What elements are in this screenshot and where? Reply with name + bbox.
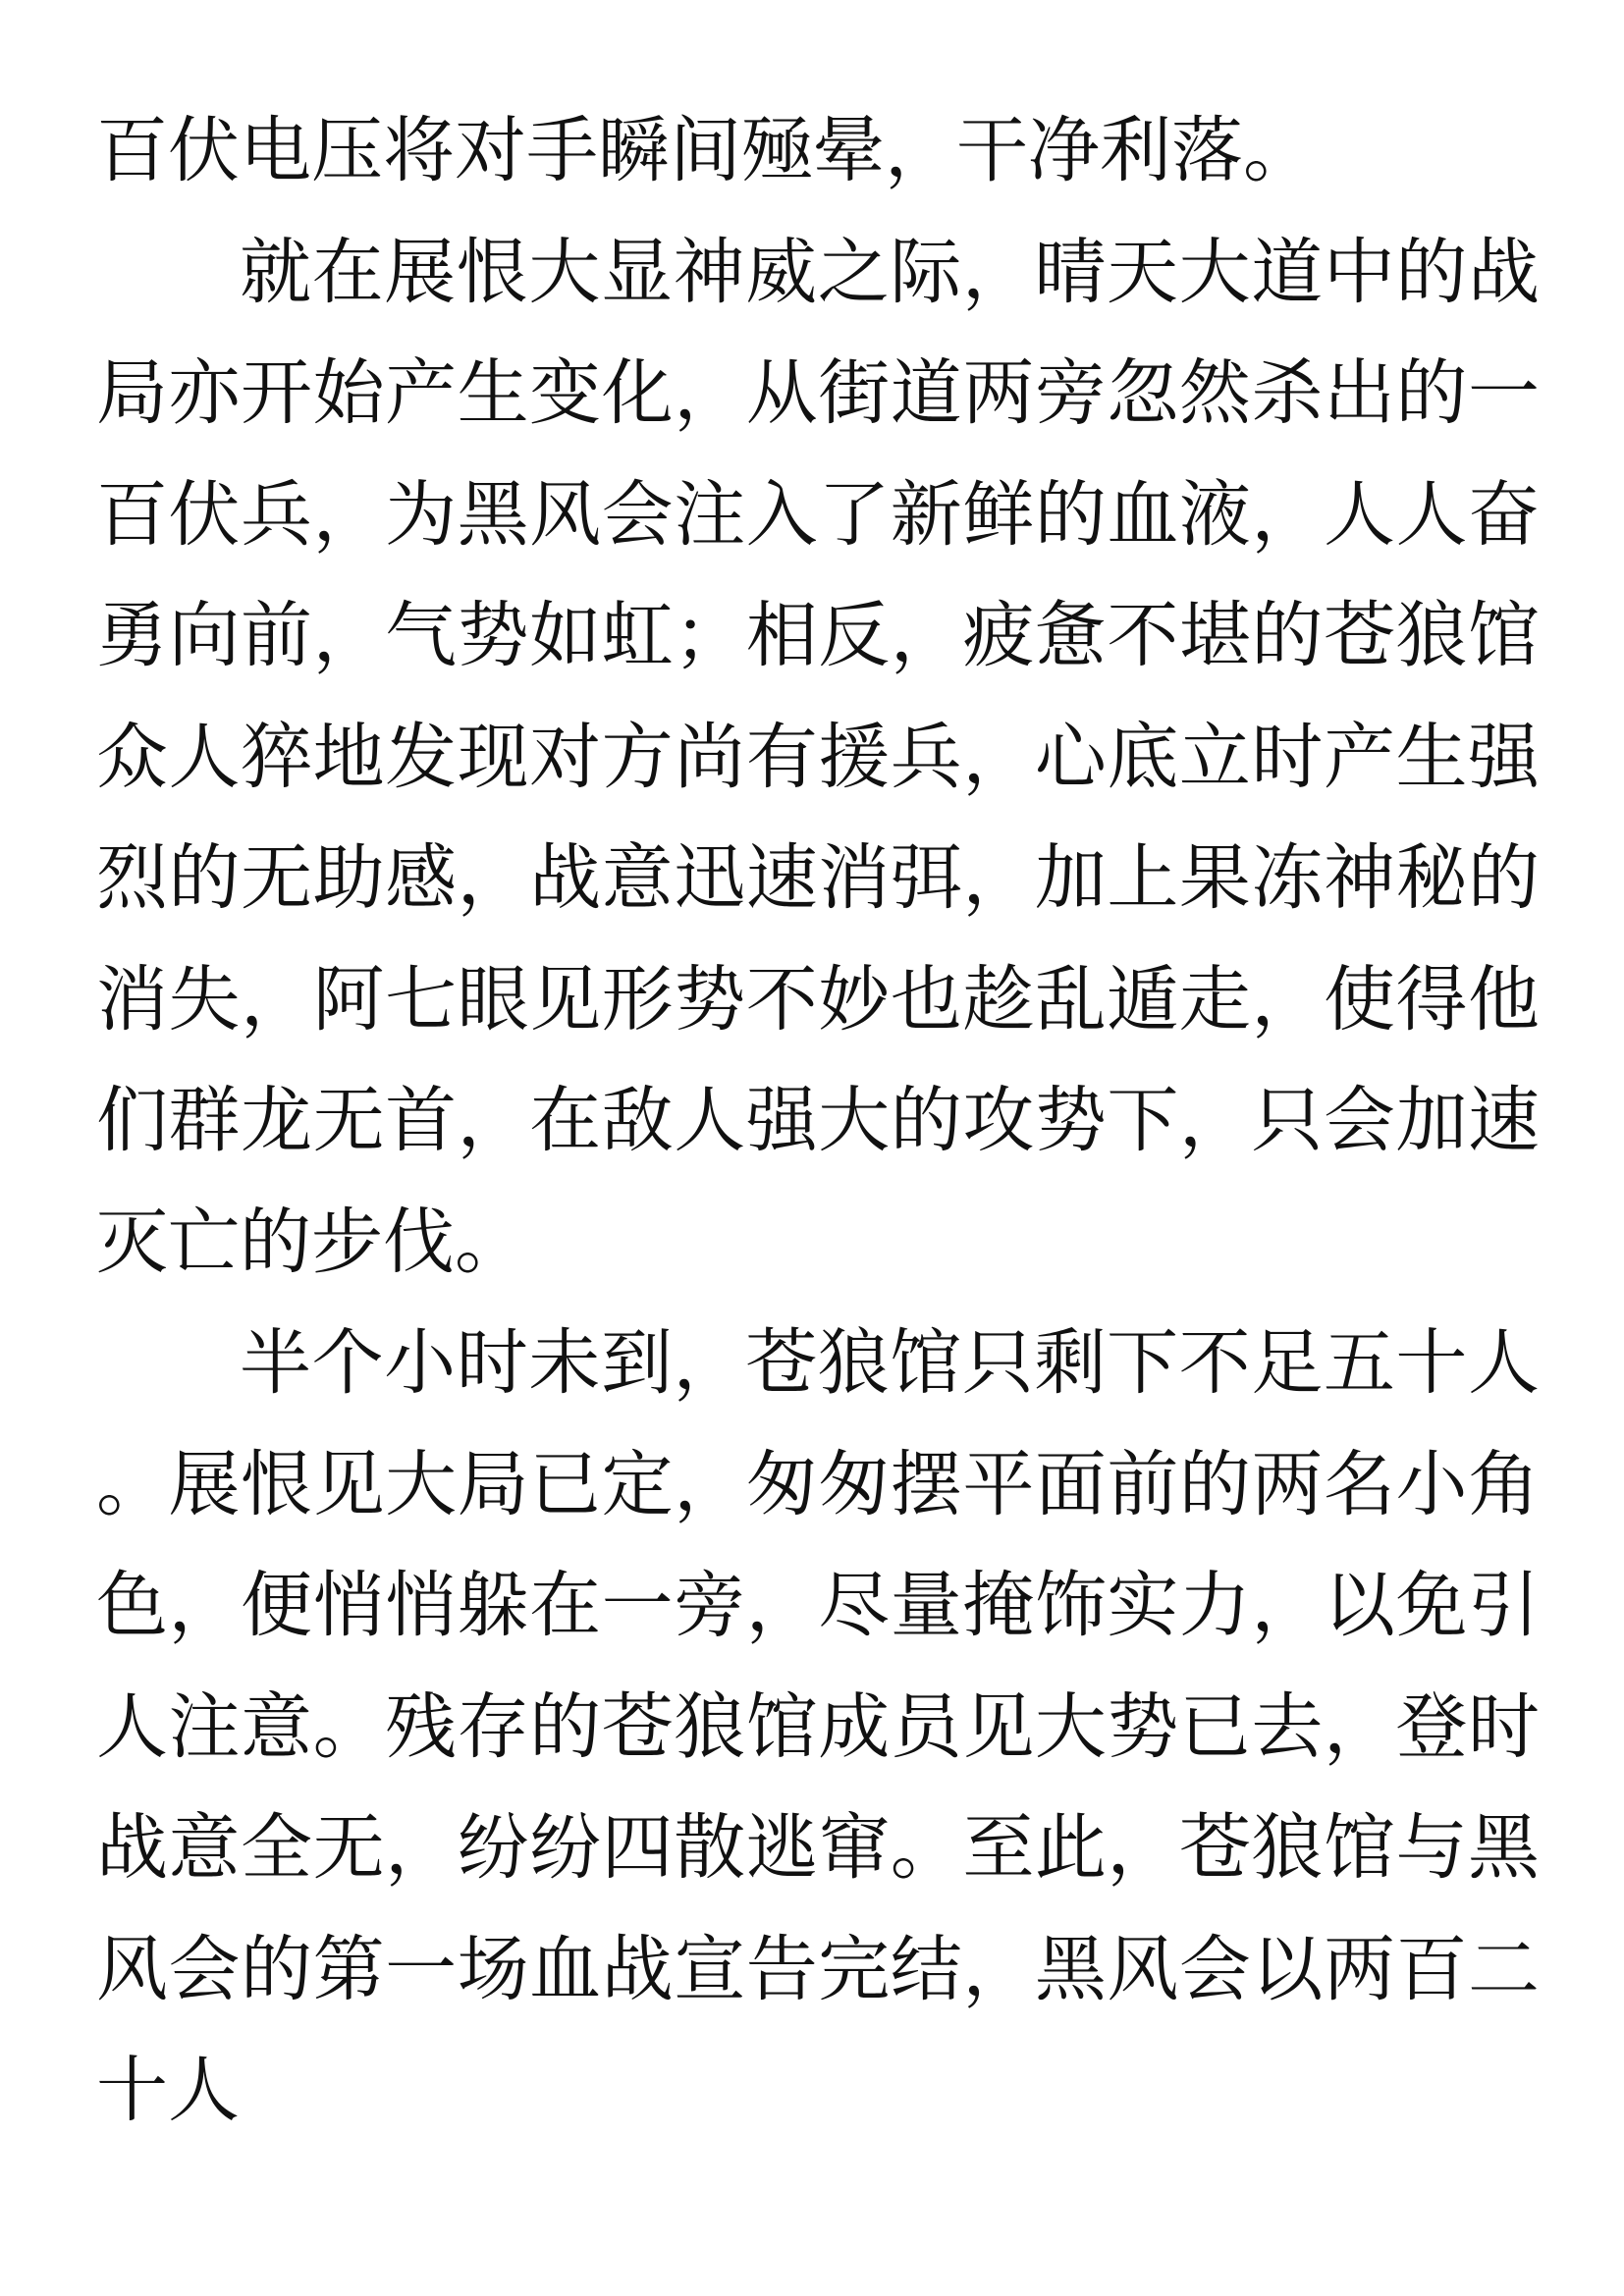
paragraph-3: 半个小时未到，苍狼馆只剩下不足五十人。展恨见大局已定，匆匆摆平面前的两名小角色，便悄悄躲在一旁，尽量掩饰实力，以免引人注意。残存的苍狼馆成员见大势已去，登时战意全无，纷纷四散逃窜。至此，苍狼馆与黑风会的第一场血战宣告完结，黑风会以两百二十人 xyxy=(96,1321,1540,2132)
paragraph-1: 百伏电压将对手瞬间殛晕，干净利落。 xyxy=(96,109,1315,192)
paragraph-2: 就在展恨大显神威之际，晴天大道中的战局亦开始产生变化，从街道两旁忽然杀出的一百伏兵，为黑风会注入了新鲜的血液，人人奋勇向前，气势如虹；相反，疲惫不堪的苍狼馆众人猝地发现对方尚有援兵，心底立时产生强烈的无助感，战意迅速消弭，加上果冻神秘的消失，阿七眼见形势不妙也趁乱遁走，使得他们群龙无首，在敌人强大的攻势下，只会加速灭亡的步伐。 xyxy=(96,230,1540,1284)
document-page xyxy=(96,90,1540,2152)
